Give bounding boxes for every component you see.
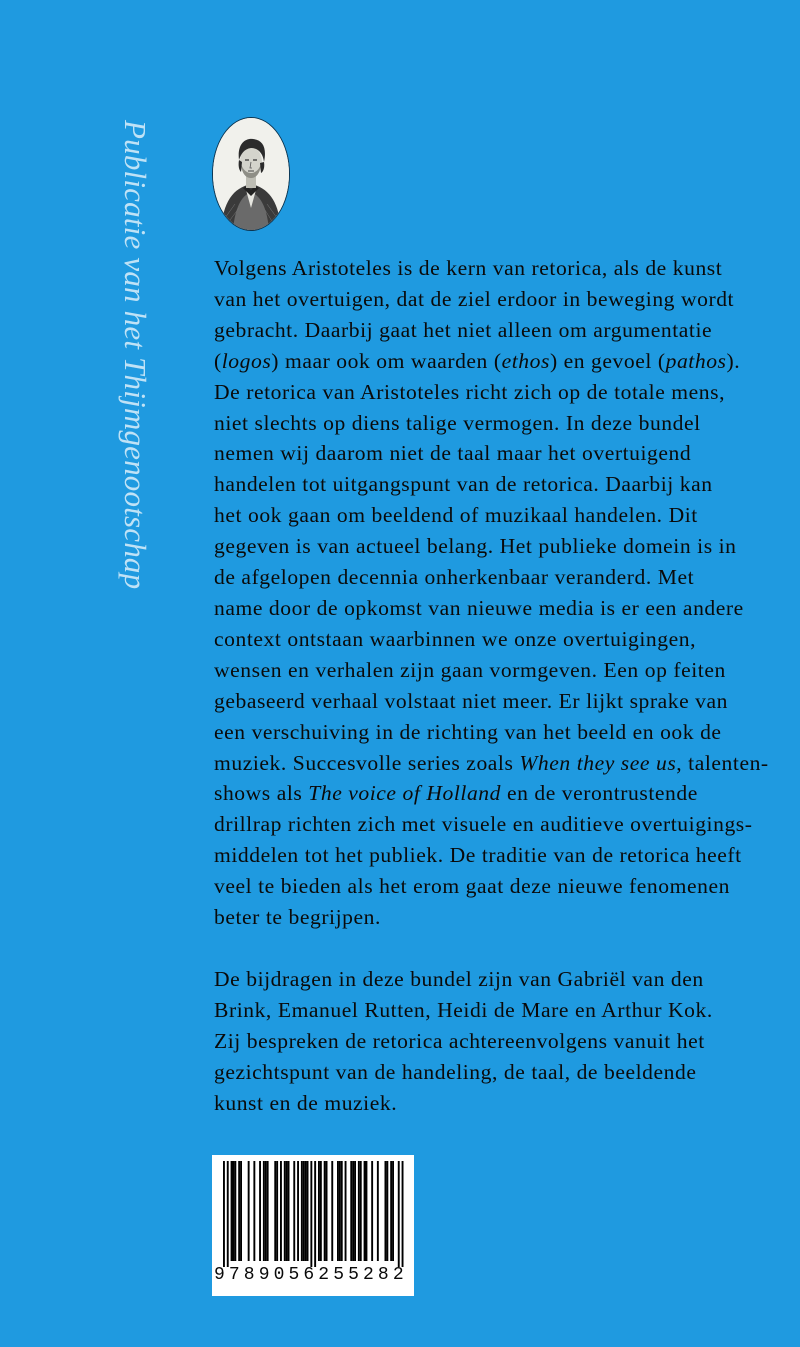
text-segment: ( xyxy=(214,348,222,373)
barcode-bar xyxy=(265,1161,267,1261)
text-line xyxy=(214,871,774,902)
barcode-bar xyxy=(248,1161,250,1261)
text-segment: een verschuiving in de richting van het beeld en ook de xyxy=(214,719,722,744)
barcode-bar xyxy=(234,1161,236,1261)
text-segment: gezichtspunt van de handeling, de taal, de beeldende xyxy=(214,1059,697,1084)
barcode-bar xyxy=(227,1161,229,1267)
text-segment: , talenten- xyxy=(676,750,769,775)
barcode-bar xyxy=(339,1161,341,1261)
series-title: Publicatie van het Thijmgenootschap xyxy=(118,120,153,590)
barcode-bar xyxy=(360,1161,362,1261)
barcode-bar xyxy=(259,1161,261,1261)
barcode-bar xyxy=(274,1161,276,1261)
barcode-bar xyxy=(297,1161,299,1261)
text-segment: context ontstaan waarbinnen we onze overtuigingen, xyxy=(214,626,697,651)
barcode-bar xyxy=(324,1161,326,1261)
text-line xyxy=(214,500,774,531)
barcode-bar xyxy=(331,1161,333,1261)
text-line xyxy=(214,315,774,346)
text-segment: drillrap richten zich met visuele en auditieve overtuigings- xyxy=(214,812,753,837)
text-segment: gegeven is van actueel belang. Het publieke domein is in xyxy=(214,534,737,559)
back-cover-text xyxy=(214,253,774,1118)
text-segment: gebaseerd verhaal volstaat niet meer. Er lijkt sprake van xyxy=(214,688,729,713)
text-line xyxy=(214,624,774,655)
text-segment: en de verontrustende xyxy=(501,781,698,806)
text-segment: name door de opkomst van nieuwe media is er een andere xyxy=(214,595,744,620)
text-line xyxy=(214,1057,774,1088)
text-segment: niet slechts op diens talige vermogen. In deze bundel xyxy=(214,410,701,435)
text-line xyxy=(214,346,774,377)
text-line xyxy=(214,438,774,469)
barcode-bar xyxy=(371,1161,373,1261)
barcode-bar xyxy=(307,1161,309,1261)
text-segment: Volgens Aristoteles is de kern van retorica, als de kunst xyxy=(214,256,723,280)
barcode-bar xyxy=(240,1161,242,1261)
italic-title: pathos xyxy=(665,348,727,373)
barcode-bar xyxy=(276,1161,278,1261)
text-line xyxy=(214,717,774,748)
text-line xyxy=(214,809,774,840)
text-line xyxy=(214,778,774,809)
text-segment: de afgelopen decennia onherkenbaar veranderd. Met xyxy=(214,565,695,590)
barcode-bar xyxy=(286,1161,288,1261)
barcode-bar xyxy=(314,1161,316,1267)
text-line xyxy=(214,1026,774,1057)
text-line xyxy=(214,562,774,593)
text-segment: muziek. Succesvolle series zoals xyxy=(214,750,520,775)
text-segment: handelen tot uitgangspunt van de retorica. Daarbij kan xyxy=(214,472,713,497)
text-line xyxy=(214,686,774,717)
text-line xyxy=(214,995,774,1026)
barcode-bar xyxy=(390,1161,392,1261)
barcode-icon xyxy=(212,1155,414,1296)
text-segment: het ook gaan om beeldend of muzikaal handelen. Dit xyxy=(214,503,698,528)
text-segment: ) maar ook om waarden ( xyxy=(271,348,502,373)
barcode-bar xyxy=(402,1161,404,1267)
text-line xyxy=(214,469,774,500)
barcode-bar xyxy=(267,1161,269,1261)
barcode-bar xyxy=(326,1161,328,1261)
italic-title: logos xyxy=(221,348,272,373)
barcode-bar xyxy=(358,1161,360,1261)
barcode-bar xyxy=(352,1161,354,1261)
text-segment: shows als xyxy=(214,781,309,806)
italic-title: The voice of Holland xyxy=(308,781,501,806)
barcode-bar xyxy=(303,1161,305,1261)
text-line xyxy=(214,655,774,686)
barcode-bar xyxy=(310,1161,312,1267)
barcode-bar xyxy=(350,1161,352,1261)
barcode-bar xyxy=(305,1161,307,1261)
barcode-bar xyxy=(280,1161,282,1261)
text-line xyxy=(214,593,774,624)
barcode-bar xyxy=(366,1161,368,1261)
text-line xyxy=(214,902,774,933)
paragraph-1 xyxy=(214,253,774,933)
text-line xyxy=(214,748,774,779)
text-segment: ) en gevoel ( xyxy=(549,348,666,373)
text-segment: Zij bespreken de retorica achtereenvolgens vanuit het xyxy=(214,1028,705,1053)
text-segment: wensen en verhalen zijn gaan vormgeven. Een op feiten xyxy=(214,657,726,682)
text-segment: Brink, Emanuel Rutten, Heidi de Mare en Arthur Kok. xyxy=(214,997,713,1022)
barcode-bar xyxy=(318,1161,320,1261)
barcode-bar xyxy=(238,1161,240,1261)
italic-title: ethos xyxy=(501,348,550,373)
barcode-bar xyxy=(233,1161,235,1261)
text-segment: De retorica van Aristoteles richt zich op de totale mens, xyxy=(214,379,726,404)
barcode-bar xyxy=(288,1161,290,1261)
barcode-bar xyxy=(301,1161,303,1261)
text-segment: beter te begrijpen. xyxy=(214,905,381,930)
engraved-portrait-icon xyxy=(212,117,290,231)
barcode-bar xyxy=(231,1161,233,1261)
text-line xyxy=(214,284,774,315)
barcode-bar xyxy=(386,1161,388,1261)
text-segment: De bijdragen in deze bundel zijn van Gabriël van den xyxy=(214,966,704,991)
barcode-bar xyxy=(263,1161,265,1261)
barcode-bar xyxy=(223,1161,225,1267)
barcode-bar xyxy=(377,1161,379,1261)
text-segment: kunst en de muziek. xyxy=(214,1090,398,1115)
text-line xyxy=(214,840,774,871)
barcode-bar xyxy=(293,1161,295,1261)
italic-title: When they see us xyxy=(519,750,677,775)
text-line xyxy=(214,377,774,408)
barcode-bar xyxy=(320,1161,322,1261)
text-line xyxy=(214,531,774,562)
barcode-bar xyxy=(341,1161,343,1261)
text-line xyxy=(214,253,774,284)
barcode-bar xyxy=(354,1161,356,1261)
barcode-bar xyxy=(392,1161,394,1261)
text-segment: van het overtuigen, dat de ziel erdoor in beweging wordt xyxy=(214,286,735,311)
barcode-bar xyxy=(284,1161,286,1261)
text-segment: middelen tot het publiek. De traditie van de retorica heeft xyxy=(214,843,742,868)
text-line xyxy=(214,408,774,439)
text-segment: gebracht. Daarbij gaat het niet alleen om argumentatie xyxy=(214,317,713,342)
text-line xyxy=(214,964,774,995)
barcode-bar xyxy=(337,1161,339,1261)
text-segment: veel te bieden als het erom gaat deze nieuwe fenomenen xyxy=(214,874,730,899)
barcode-bar xyxy=(253,1161,255,1261)
text-segment: nemen wij daarom niet de taal maar het overtuigend xyxy=(214,441,692,466)
paragraph-2 xyxy=(214,964,774,1119)
barcode-bar xyxy=(345,1161,347,1261)
text-line xyxy=(214,1088,774,1119)
barcode-bar xyxy=(398,1161,400,1267)
isbn-number: 9789056255282 xyxy=(214,1265,408,1285)
barcode-bar xyxy=(364,1161,366,1261)
text-segment: ). xyxy=(726,348,741,373)
barcode-bar xyxy=(385,1161,387,1261)
